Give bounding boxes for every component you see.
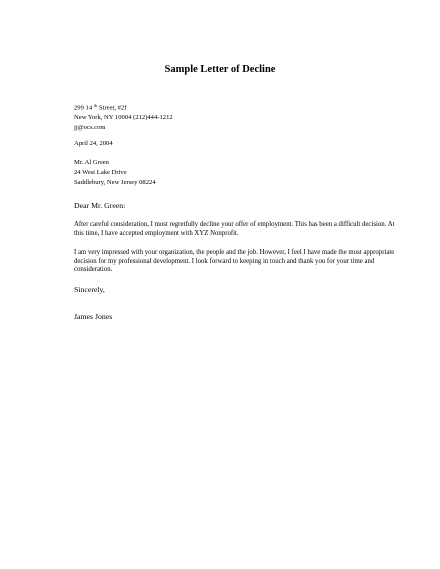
- sender-city-line: New York, NY 10004 (212)444-1212: [74, 114, 173, 122]
- sender-email: jj@ocs.com: [74, 124, 106, 132]
- sender-street-rest: Street, #2f: [97, 104, 127, 112]
- sender-street-number: 299 14: [74, 104, 93, 112]
- sender-street: [74, 101, 404, 113]
- body-paragraph-1: After careful consideration, I most regretfully decline your offer of employment. This has been a difficult decision. At this time, I have accepted employment with XYZ Nonprofit.: [74, 221, 395, 237]
- sender-address: [74, 101, 404, 133]
- body-paragraph-2: I am very impressed with your organization, the people and the job. However, I feel I have made the most appropriate decision for my professional development. I look forward to keeping in touch and thank you for your time and consideration.: [74, 249, 395, 274]
- sender-street-suffix: th: [93, 103, 98, 108]
- recipient-name: Mr. Al Green: [74, 159, 109, 166]
- closing: Sincerely,: [74, 285, 105, 294]
- letter-date: April 24, 2004: [74, 140, 113, 147]
- page-title: Sample Letter of Decline: [164, 64, 276, 75]
- salutation: Dear Mr. Green:: [74, 201, 126, 210]
- recipient-city-line: Saddlebury, New Jersey 08224: [74, 178, 156, 186]
- recipient-address: [74, 158, 404, 187]
- signature-name: James Jones: [74, 312, 113, 321]
- recipient-street: 24 West Lake Drive: [74, 168, 127, 176]
